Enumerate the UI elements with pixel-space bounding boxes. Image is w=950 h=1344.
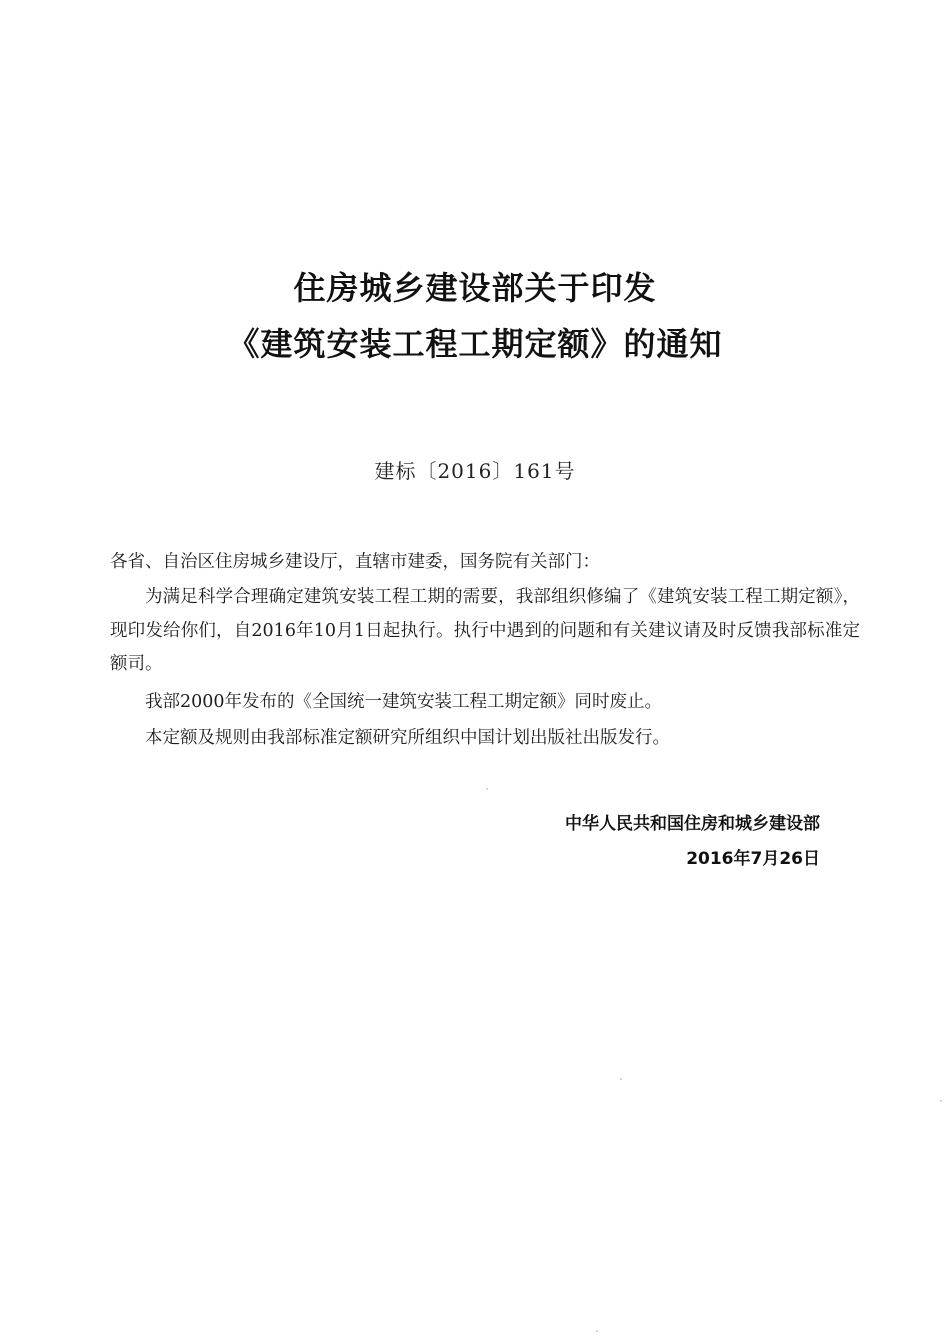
notice-title-line-2: 《建筑安装工程工期定额》的通知: [227, 325, 723, 363]
issuing-authority: 中华人民共和国住房和城乡建设部: [565, 814, 820, 834]
issue-date: 2016年7月26日: [686, 849, 820, 869]
body-paragraph-2: 我部2000年发布的《全国统一建筑安装工程工期定额》同时废止。: [145, 692, 663, 712]
body-paragraph-3: 本定额及规则由我部标准定额研究所组织中国计划出版社出版发行。: [145, 728, 670, 748]
document-number: 建标〔2016〕161号: [374, 459, 576, 483]
scan-speck: [620, 1078, 622, 1080]
scan-speck: [486, 788, 488, 790]
scan-speck: [940, 1100, 942, 1102]
scan-speck: [596, 1330, 598, 1332]
addressee-line: 各省、自治区住房城乡建设厅，直辖市建委，国务院有关部门：: [110, 552, 600, 572]
notice-title-line-1: 住房城乡建设部关于印发: [293, 269, 657, 307]
body-paragraph-1: 为满足科学合理确定建筑安装工程工期的需要，我部组织修编了《建筑安装工程工期定额》，现印发给你们，自2016年10月1日起执行。执行中遇到的问题和有关建议请及时反馈我部标准定额司。: [110, 587, 860, 674]
